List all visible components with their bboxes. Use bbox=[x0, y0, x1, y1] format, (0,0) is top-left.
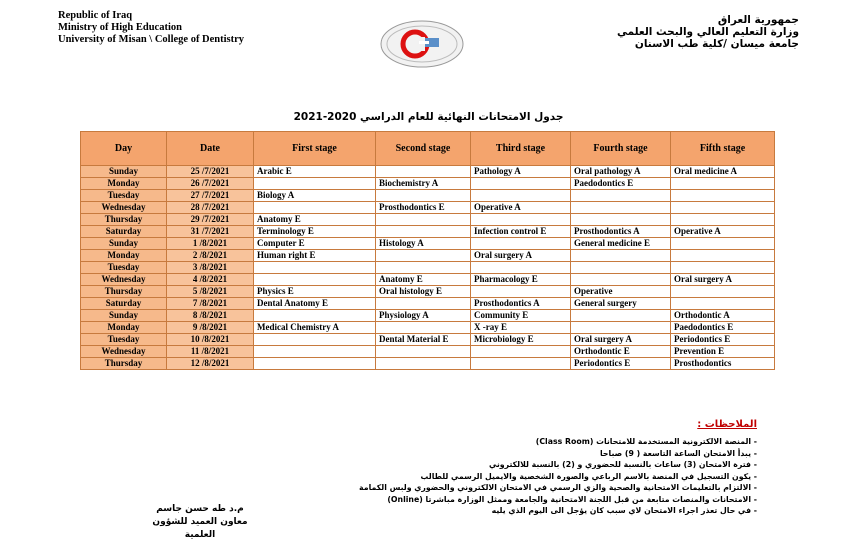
exam-cell: Oral histology E bbox=[376, 286, 471, 298]
day-cell: Monday bbox=[81, 322, 167, 334]
exam-cell: Paedodontics E bbox=[571, 178, 671, 190]
exam-cell: Pathology A bbox=[471, 166, 571, 178]
exam-cell bbox=[671, 202, 775, 214]
schedule-title: جدول الامتحانات النهائية للعام الدراسي 2020-2021 bbox=[293, 111, 564, 123]
day-cell: Saturday bbox=[81, 226, 167, 238]
date-cell: 8 /8/2021 bbox=[167, 310, 254, 322]
exam-cell: General surgery bbox=[571, 298, 671, 310]
exam-cell bbox=[671, 286, 775, 298]
exam-cell: Prosthodontics bbox=[671, 358, 775, 370]
exam-cell bbox=[571, 310, 671, 322]
exam-cell bbox=[254, 262, 376, 274]
date-cell: 29 /7/2021 bbox=[167, 214, 254, 226]
table-row bbox=[81, 178, 775, 190]
exam-cell: Medical Chemistry A bbox=[254, 322, 376, 334]
exam-cell bbox=[571, 250, 671, 262]
exam-cell bbox=[376, 358, 471, 370]
note-item: - يكون التسجيل في المنصة بالاسم الرباعي والصورة الشخصية والايميل الرسمي للطالب bbox=[237, 471, 757, 483]
exam-cell: Prosthodontics E bbox=[376, 202, 471, 214]
day-cell: Thursday bbox=[81, 358, 167, 370]
date-cell: 3 /8/2021 bbox=[167, 262, 254, 274]
date-cell: 26 /7/2021 bbox=[167, 178, 254, 190]
table-row bbox=[81, 274, 775, 286]
exam-cell bbox=[571, 214, 671, 226]
table-row bbox=[81, 202, 775, 214]
column-header: Fifth stage bbox=[671, 132, 775, 166]
exam-cell bbox=[376, 262, 471, 274]
day-cell: Sunday bbox=[81, 238, 167, 250]
notes-list bbox=[237, 436, 757, 517]
header-en-line: Republic of Iraq bbox=[58, 10, 133, 21]
day-cell: Wednesday bbox=[81, 202, 167, 214]
exam-cell: Infection control E bbox=[471, 226, 571, 238]
exam-cell: Periodontics E bbox=[571, 358, 671, 370]
date-cell: 27 /7/2021 bbox=[167, 190, 254, 202]
exam-cell: Physiology A bbox=[376, 310, 471, 322]
date-cell: 4 /8/2021 bbox=[167, 274, 254, 286]
exam-cell bbox=[254, 310, 376, 322]
university-logo-icon bbox=[379, 19, 465, 69]
column-header: First stage bbox=[254, 132, 376, 166]
exam-cell bbox=[671, 190, 775, 202]
day-cell: Saturday bbox=[81, 298, 167, 310]
exam-cell bbox=[376, 226, 471, 238]
header-english bbox=[58, 10, 244, 46]
exam-cell: Arabic E bbox=[254, 166, 376, 178]
date-cell: 7 /8/2021 bbox=[167, 298, 254, 310]
exam-cell: Community E bbox=[471, 310, 571, 322]
exam-cell: X -ray E bbox=[471, 322, 571, 334]
exam-cell bbox=[376, 190, 471, 202]
date-cell: 28 /7/2021 bbox=[167, 202, 254, 214]
date-cell: 10 /8/2021 bbox=[167, 334, 254, 346]
day-cell: Tuesday bbox=[81, 334, 167, 346]
exam-cell bbox=[571, 322, 671, 334]
note-item: - الالتزام بالتعليمات الامتحانية والصحية والزي الرسمي في الامتحان الالكتروني والحضوري ولبس الكمامة bbox=[237, 482, 757, 494]
exam-cell bbox=[671, 250, 775, 262]
header-ar-line: وزارة التعليم العالي والبحث العلمي bbox=[616, 26, 799, 38]
table-row bbox=[81, 334, 775, 346]
exam-cell: Biology A bbox=[254, 190, 376, 202]
exam-cell bbox=[376, 166, 471, 178]
exam-cell bbox=[254, 346, 376, 358]
header-en-line: Ministry of High Education bbox=[58, 22, 182, 33]
exam-cell bbox=[471, 178, 571, 190]
exam-cell: Physics E bbox=[254, 286, 376, 298]
exam-cell: Prosthodontics A bbox=[471, 298, 571, 310]
exam-cell: Operative A bbox=[671, 226, 775, 238]
exam-cell bbox=[376, 346, 471, 358]
header-arabic bbox=[617, 14, 799, 50]
column-header: Date bbox=[167, 132, 254, 166]
day-cell: Wednesday bbox=[81, 274, 167, 286]
day-cell: Monday bbox=[81, 178, 167, 190]
exam-cell: Anatomy E bbox=[254, 214, 376, 226]
exam-cell bbox=[671, 238, 775, 250]
exam-cell: Orthodontic A bbox=[671, 310, 775, 322]
table-row bbox=[81, 346, 775, 358]
exam-cell: Microbiology E bbox=[471, 334, 571, 346]
table-row bbox=[81, 250, 775, 262]
exam-cell bbox=[571, 262, 671, 274]
exam-cell bbox=[254, 358, 376, 370]
table-row bbox=[81, 226, 775, 238]
table-header-row bbox=[81, 132, 775, 166]
note-item: - الامتحانات والمنصات متابعة من قبل اللجنة الامتحانية والجامعة وممثل الوزارة مباشرتا (Online) bbox=[237, 494, 757, 506]
exam-cell bbox=[376, 298, 471, 310]
table-row bbox=[81, 322, 775, 334]
notes-title: الملاحظات : bbox=[697, 419, 757, 430]
table-row bbox=[81, 190, 775, 202]
exam-cell bbox=[671, 262, 775, 274]
date-cell: 5 /8/2021 bbox=[167, 286, 254, 298]
header-en-line: University of Misan \ College of Dentistry bbox=[58, 34, 245, 45]
header-ar-line: جمهورية العراق bbox=[717, 14, 799, 26]
table-row bbox=[81, 358, 775, 370]
day-cell: Tuesday bbox=[81, 190, 167, 202]
exam-cell: Anatomy E bbox=[376, 274, 471, 286]
exam-cell: Histology A bbox=[376, 238, 471, 250]
exam-cell: Operative A bbox=[471, 202, 571, 214]
exam-cell: Paedodontics E bbox=[671, 322, 775, 334]
signature-name: م.د طه حسن جاسم bbox=[156, 504, 244, 514]
date-cell: 31 /7/2021 bbox=[167, 226, 254, 238]
exam-cell bbox=[471, 262, 571, 274]
exam-cell bbox=[571, 190, 671, 202]
exam-cell bbox=[254, 202, 376, 214]
exam-cell: Biochemistry A bbox=[376, 178, 471, 190]
exam-cell: Oral pathology A bbox=[571, 166, 671, 178]
table-row bbox=[81, 238, 775, 250]
exam-schedule-table bbox=[80, 131, 775, 370]
date-cell: 25 /7/2021 bbox=[167, 166, 254, 178]
day-cell: Tuesday bbox=[81, 262, 167, 274]
table-row bbox=[81, 214, 775, 226]
exam-cell bbox=[671, 178, 775, 190]
table-row bbox=[81, 286, 775, 298]
exam-cell bbox=[471, 286, 571, 298]
table-row bbox=[81, 262, 775, 274]
table-row bbox=[81, 166, 775, 178]
exam-cell bbox=[254, 334, 376, 346]
table-row bbox=[81, 310, 775, 322]
note-item: - يبدأ الامتحان الساعة التاسعة ( 9) صباحا bbox=[237, 448, 757, 460]
exam-cell: Pharmacology E bbox=[471, 274, 571, 286]
note-item: - في حال تعذر اجراء الامتحان لاي سبب كان يؤجل الى اليوم الذي يليه bbox=[237, 505, 757, 517]
exam-cell bbox=[376, 214, 471, 226]
exam-cell bbox=[471, 190, 571, 202]
exam-cell bbox=[376, 322, 471, 334]
table-row bbox=[81, 298, 775, 310]
date-cell: 9 /8/2021 bbox=[167, 322, 254, 334]
exam-cell: Periodontics E bbox=[671, 334, 775, 346]
date-cell: 1 /8/2021 bbox=[167, 238, 254, 250]
exam-cell bbox=[471, 238, 571, 250]
exam-cell bbox=[254, 178, 376, 190]
day-cell: Thursday bbox=[81, 286, 167, 298]
signature-block bbox=[140, 503, 260, 542]
exam-cell: Terminology E bbox=[254, 226, 376, 238]
exam-cell bbox=[471, 358, 571, 370]
column-header: Fourth stage bbox=[571, 132, 671, 166]
date-cell: 12 /8/2021 bbox=[167, 358, 254, 370]
exam-cell bbox=[671, 298, 775, 310]
day-cell: Monday bbox=[81, 250, 167, 262]
column-header: Third stage bbox=[471, 132, 571, 166]
day-cell: Thursday bbox=[81, 214, 167, 226]
exam-cell bbox=[376, 250, 471, 262]
column-header: Second stage bbox=[376, 132, 471, 166]
exam-cell: Oral surgery A bbox=[671, 274, 775, 286]
note-item: - المنصة الالكترونية المستخدمة للامتحانات (Class Room) bbox=[237, 436, 757, 448]
exam-cell: Operative bbox=[571, 286, 671, 298]
exam-cell bbox=[254, 274, 376, 286]
exam-cell: Oral medicine A bbox=[671, 166, 775, 178]
day-cell: Wednesday bbox=[81, 346, 167, 358]
exam-cell bbox=[671, 214, 775, 226]
note-item: - فترة الامتحان (3) ساعات بالنسبة للحضوري و (2) بالنسبة للالكتروني bbox=[237, 459, 757, 471]
exam-cell: Prevention E bbox=[671, 346, 775, 358]
column-header: Day bbox=[81, 132, 167, 166]
exam-cell bbox=[471, 346, 571, 358]
exam-cell: Oral surgery A bbox=[471, 250, 571, 262]
header-ar-line: جامعة ميسان /كلية طب الاسنان bbox=[634, 38, 799, 50]
signature-title: معاون العميد للشؤون العلمية bbox=[152, 517, 248, 540]
exam-cell: Prosthodontics A bbox=[571, 226, 671, 238]
exam-cell: Human right E bbox=[254, 250, 376, 262]
exam-cell bbox=[571, 274, 671, 286]
exam-cell: Orthodontic E bbox=[571, 346, 671, 358]
day-cell: Sunday bbox=[81, 166, 167, 178]
exam-cell: Dental Anatomy E bbox=[254, 298, 376, 310]
exam-cell: Dental Material E bbox=[376, 334, 471, 346]
date-cell: 11 /8/2021 bbox=[167, 346, 254, 358]
exam-cell: Oral surgery A bbox=[571, 334, 671, 346]
exam-cell bbox=[571, 202, 671, 214]
exam-cell: General medicine E bbox=[571, 238, 671, 250]
date-cell: 2 /8/2021 bbox=[167, 250, 254, 262]
day-cell: Sunday bbox=[81, 310, 167, 322]
exam-cell: Computer E bbox=[254, 238, 376, 250]
exam-cell bbox=[471, 214, 571, 226]
